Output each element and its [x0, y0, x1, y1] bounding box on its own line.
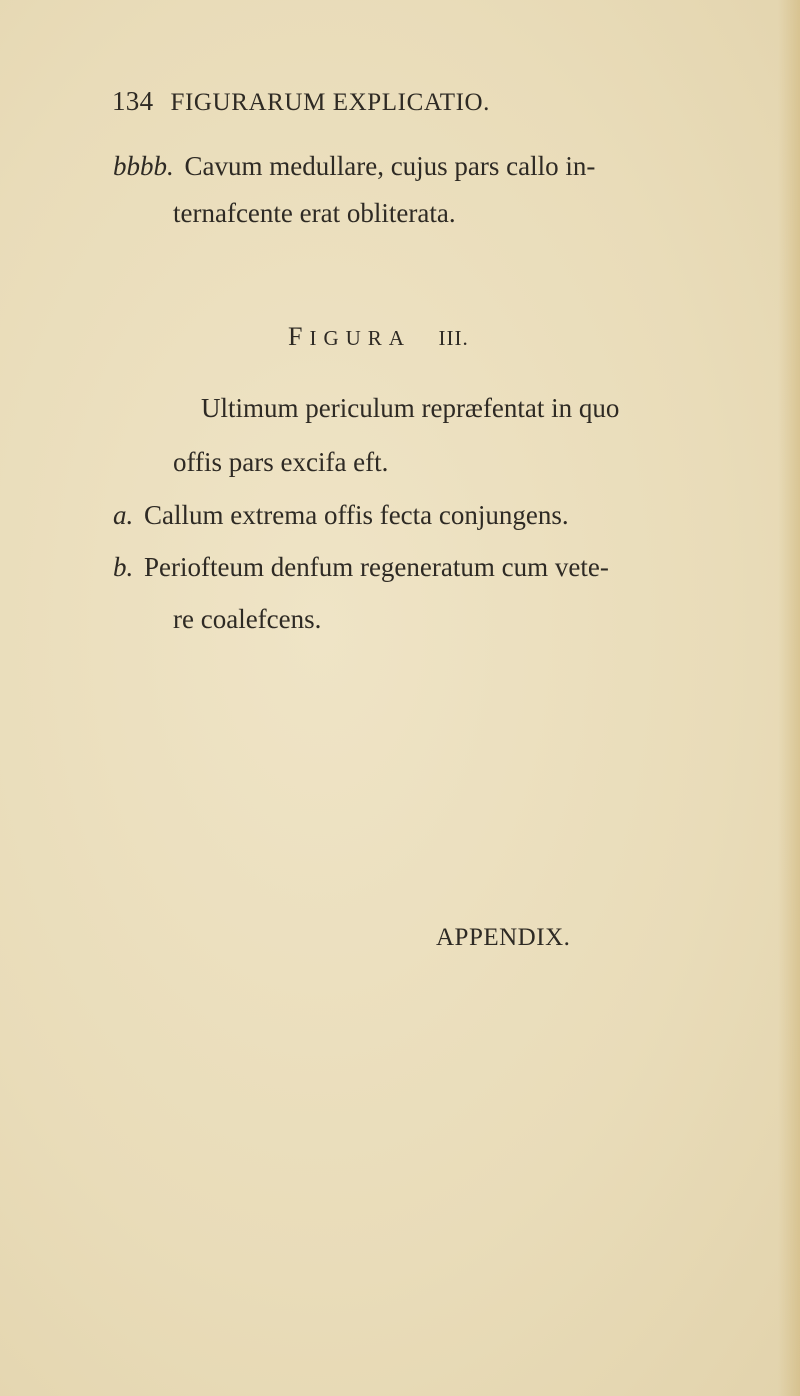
- figure-heading: [288, 322, 469, 352]
- figure-heading-word: IGURA: [309, 326, 411, 350]
- entry-b-line-2: re coalefcens.: [173, 604, 322, 634]
- entry-text: Cavum medullare, cujus pars callo in-: [184, 151, 596, 181]
- figure-intro-line-2: offis pars excifa eft.: [173, 447, 389, 477]
- page-edge-shading: [778, 0, 800, 1396]
- entry-key: b.: [113, 552, 134, 582]
- page-number: 134: [112, 86, 154, 116]
- figure-heading-numeral: III.: [438, 326, 469, 350]
- catchword: APPENDIX.: [436, 924, 571, 951]
- entry-text: Callum extrema offis fecta conjungens.: [144, 500, 569, 530]
- entry-key: a.: [113, 500, 134, 530]
- figure-heading-initial: F: [288, 322, 310, 351]
- entry-key: bbbb.: [113, 151, 174, 181]
- entry-bbbb-line-2: ternafcente erat obliterata.: [173, 198, 456, 228]
- entry-b-line-1: [113, 554, 609, 581]
- entry-a: [113, 502, 569, 529]
- figure-intro-line-1: Ultimum periculum repræfentat in quo: [201, 393, 620, 423]
- entry-text: Periofteum denfum regeneratum cum vete-: [144, 552, 609, 582]
- running-head: [112, 86, 490, 117]
- entry-bbbb-line-1: [113, 153, 595, 180]
- running-title: FIGURARUM EXPLICATIO.: [170, 89, 491, 116]
